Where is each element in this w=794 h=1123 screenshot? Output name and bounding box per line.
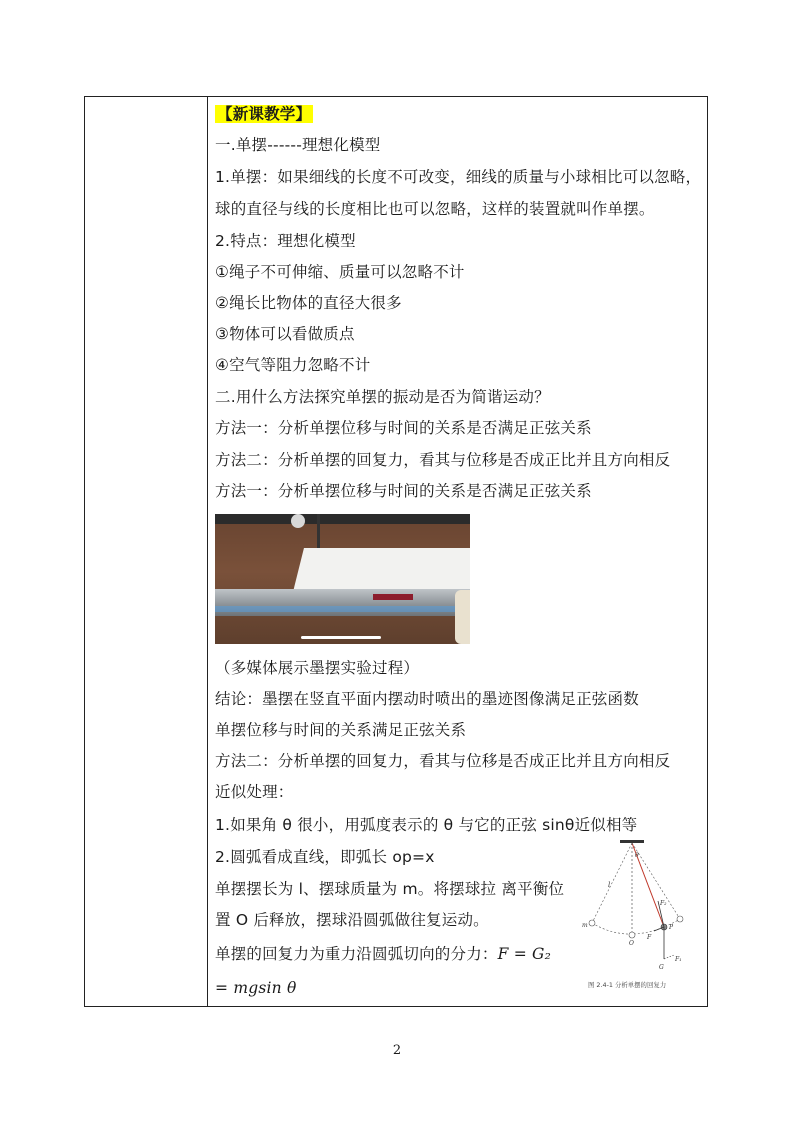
text-line: ①绳子不可伸缩、质量可以忽略不计 — [215, 263, 465, 281]
text-line: 近似处理： — [215, 783, 294, 801]
text-line: 方法一：分析单摆位移与时间的关系是否满足正弦关系 — [215, 419, 592, 437]
left-string — [592, 843, 632, 923]
label-G: G — [659, 964, 664, 971]
ink-pendulum-photo — [215, 514, 470, 644]
label-O: O — [629, 940, 634, 947]
text-line: ②绳长比物体的直径大很多 — [215, 294, 402, 312]
text-line: ④空气等阻力忽略不计 — [215, 356, 371, 374]
pendulum-force-diagram — [580, 835, 710, 995]
text-line: 1.如果角 θ 很小，用弧度表示的 θ 与它的正弦 sinθ近似相等 — [215, 816, 638, 834]
text-line: 单摆摆长为 l、摆球质量为 m。将摆球拉 离平衡位 — [215, 880, 565, 898]
text-line: 球的直径与线的长度相比也可以忽略，这样的装置就叫作单摆。 — [215, 200, 655, 218]
label-theta: θ — [635, 852, 639, 859]
column-divider — [207, 97, 208, 1006]
text-line: 一.单摆------理想化模型 — [215, 136, 381, 154]
formula-f-equals-g2: F = G₂ — [497, 945, 552, 963]
section-heading: 【新课教学】 — [217, 105, 312, 123]
text-line: 2.圆弧看成直线，即弧长 op=x — [215, 848, 435, 866]
page-number: 2 — [392, 1043, 402, 1058]
text-line: 单摆的回复力为重力沿圆弧切向的分力：F = G₂ — [215, 945, 552, 963]
text-line: （多媒体展示墨摆实验过程） — [215, 659, 420, 677]
pivot-bar — [620, 840, 644, 843]
text-line: 2.特点：理想化模型 — [215, 232, 356, 250]
label-P: P — [669, 924, 674, 931]
label-F: F — [647, 934, 652, 941]
label-F1: F₁ — [675, 956, 682, 963]
text-line: 结论：墨摆在竖直平面内摆动时喷出的墨迹图像满足正弦函数 — [215, 690, 639, 708]
text-line: ③物体可以看做质点 — [215, 325, 355, 343]
text-line: 方法二：分析单摆的回复力，看其与位移是否成正比并且方向相反 — [215, 451, 671, 469]
text-line: 单摆位移与时间的关系满足正弦关系 — [215, 721, 467, 739]
formula-mgsin: = mgsin θ — [215, 979, 297, 997]
text-line: 二.用什么方法探究单摆的振动是否为简谐运动？ — [215, 388, 550, 406]
text-line: 置 O 后释放，摆球沿圆弧做往复运动。 — [215, 911, 489, 929]
text-line: 方法二：分析单摆的回复力，看其与位移是否成正比并且方向相反 — [215, 752, 671, 770]
label-F2: F₂ — [660, 900, 667, 907]
label-l: l — [608, 881, 611, 889]
right-string — [632, 843, 680, 919]
text-line: 1.单摆：如果细线的长度不可改变，细线的质量与小球相比可以忽略， — [215, 168, 702, 186]
figure-caption: 图 2.4-1 分析单摆的回复力 — [588, 981, 667, 989]
text-line: 方法一：分析单摆位移与时间的关系是否满足正弦关系 — [215, 482, 592, 500]
label-m: m — [582, 922, 588, 929]
